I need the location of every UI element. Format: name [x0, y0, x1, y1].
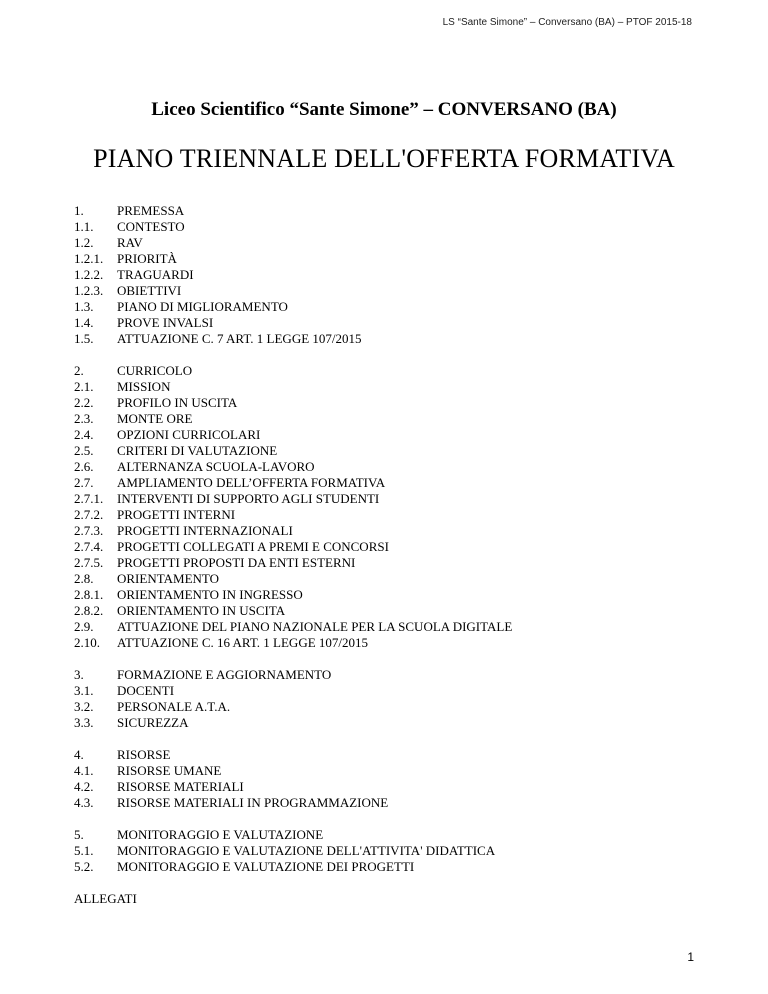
- toc-entry: [74, 699, 694, 715]
- toc-entry-label: MONITORAGGIO E VALUTAZIONE DELL'ATTIVITA' DIDATTICA: [117, 843, 496, 858]
- toc-entry-number: 3.2.: [74, 699, 94, 714]
- toc-entry-label: PROFILO IN USCITA: [117, 395, 238, 410]
- toc-entry: [74, 715, 694, 731]
- toc-entry: [74, 555, 694, 571]
- toc-entry: [74, 779, 694, 795]
- toc-section: [74, 667, 694, 731]
- toc-section: [74, 747, 694, 811]
- toc-section: [74, 827, 694, 875]
- toc-entry-number: 2.1.: [74, 379, 94, 394]
- toc-entry-label: PREMESSA: [117, 203, 185, 218]
- toc-entry-number: 1.1.: [74, 219, 94, 234]
- toc-entry-label: DOCENTI: [117, 683, 175, 698]
- toc-entry-label: ATTUAZIONE C. 7 ART. 1 LEGGE 107/2015: [117, 331, 362, 346]
- toc-entry-number: 2.8.2.: [74, 603, 104, 618]
- toc-entry-number: 2.7.1.: [74, 491, 104, 506]
- toc-entry: [74, 539, 694, 555]
- toc-entry: [74, 443, 694, 459]
- toc-entry-label: PERSONALE A.T.A.: [117, 699, 231, 714]
- toc-entry-label: ATTUAZIONE DEL PIANO NAZIONALE PER LA SCUOLA DIGITALE: [117, 619, 513, 634]
- toc-entry-number: 5.1.: [74, 843, 94, 858]
- toc-entry-label: AMPLIAMENTO DELL’OFFERTA FORMATIVA: [117, 475, 386, 490]
- toc-entry: [74, 267, 694, 283]
- toc-entry-label: OBIETTIVI: [117, 283, 182, 298]
- toc-entry-number: 1.5.: [74, 331, 94, 346]
- toc-entry: [74, 203, 694, 219]
- toc-entry-label: MISSION: [117, 379, 171, 394]
- toc-entry-number: 4.: [74, 747, 84, 762]
- toc-entry-label: PROGETTI PROPOSTI DA ENTI ESTERNI: [117, 555, 356, 570]
- toc-entry-number: 3.: [74, 667, 84, 682]
- toc-entry: [74, 283, 694, 299]
- toc-entry-label: RAV: [117, 235, 143, 250]
- toc-entry: [74, 827, 694, 843]
- toc-entry-label: RISORSE MATERIALI: [117, 779, 244, 794]
- toc-entry: [74, 379, 694, 395]
- toc-entry-number: 2.6.: [74, 459, 94, 474]
- toc-entry-number: 2.7.5.: [74, 555, 104, 570]
- toc-entry: [74, 843, 694, 859]
- toc-entry-label: ORIENTAMENTO IN INGRESSO: [117, 587, 303, 602]
- toc-entry-number: 1.2.2.: [74, 267, 104, 282]
- toc-entry: [74, 763, 694, 779]
- toc-entry: [74, 315, 694, 331]
- toc-entry-label: OPZIONI CURRICOLARI: [117, 427, 261, 442]
- toc-entry-number: 2.7.4.: [74, 539, 104, 554]
- toc-entry-number: 2.7.2.: [74, 507, 104, 522]
- toc-entry: [74, 667, 694, 683]
- toc-entry-label: PIANO DI MIGLIORAMENTO: [117, 299, 288, 314]
- toc-entry-number: 2.5.: [74, 443, 94, 458]
- toc-entry-label: ALTERNANZA SCUOLA-LAVORO: [117, 459, 315, 474]
- toc-entry-number: 5.2.: [74, 859, 94, 874]
- toc-entry-label: PROVE INVALSI: [117, 315, 214, 330]
- toc-entry-label: ORIENTAMENTO IN USCITA: [117, 603, 286, 618]
- toc-entry: [74, 491, 694, 507]
- toc-sections: [74, 203, 694, 875]
- toc-entry: [74, 635, 694, 651]
- toc-entry: [74, 251, 694, 267]
- toc-section: [74, 203, 694, 347]
- toc-entry-number: 4.1.: [74, 763, 94, 778]
- toc-entry: [74, 395, 694, 411]
- toc-entry-label: RISORSE: [117, 747, 171, 762]
- toc-section: [74, 363, 694, 651]
- toc-entry-label: INTERVENTI DI SUPPORTO AGLI STUDENTI: [117, 491, 380, 506]
- toc-entry-label: CONTESTO: [117, 219, 185, 234]
- toc-entry-number: 2.3.: [74, 411, 94, 426]
- toc-entry-number: 2.9.: [74, 619, 94, 634]
- toc-entry: [74, 507, 694, 523]
- toc-entry-number: 3.3.: [74, 715, 94, 730]
- toc-entry-label: ATTUAZIONE C. 16 ART. 1 LEGGE 107/2015: [117, 635, 369, 650]
- school-title: Liceo Scientifico “Sante Simone” – CONVERSANO (BA): [151, 99, 617, 120]
- toc-entry: [74, 571, 694, 587]
- page-number: 1: [687, 950, 694, 964]
- toc-entry-label: TRAGUARDI: [117, 267, 194, 282]
- toc-entry: [74, 603, 694, 619]
- toc-entry-label: SICUREZZA: [117, 715, 189, 730]
- toc-entry-label: ORIENTAMENTO: [117, 571, 219, 586]
- toc-entry: [74, 427, 694, 443]
- toc-entry-number: 2.8.1.: [74, 587, 104, 602]
- document-title: PIANO TRIENNALE DELL'OFFERTA FORMATIVA: [93, 144, 675, 173]
- toc-entry-number: 1.4.: [74, 315, 94, 330]
- toc-entry: [74, 299, 694, 315]
- toc-allegati: ALLEGATI: [74, 891, 137, 906]
- toc-entry-label: RISORSE MATERIALI IN PROGRAMMAZIONE: [117, 795, 389, 810]
- toc-entry-number: 2.8.: [74, 571, 94, 586]
- toc-entry-label: PRIORITÀ: [117, 251, 177, 266]
- toc-entry: [74, 859, 694, 875]
- toc-entry-number: 1.2.1.: [74, 251, 104, 266]
- toc-entry: [74, 411, 694, 427]
- toc-entry-label: PROGETTI COLLEGATI A PREMI E CONCORSI: [117, 539, 389, 554]
- toc-entry-label: CURRICOLO: [117, 363, 193, 378]
- toc-entry: [74, 619, 694, 635]
- running-header: LS “Sante Simone” – Conversano (BA) – PTOF 2015-18: [442, 17, 692, 28]
- toc-entry-number: 1.3.: [74, 299, 94, 314]
- toc-entry-number: 2.: [74, 363, 84, 378]
- toc-entry: [74, 475, 694, 491]
- toc-entry-number: 1.2.: [74, 235, 94, 250]
- toc-entry: [74, 459, 694, 475]
- toc-entry-label: MONITORAGGIO E VALUTAZIONE: [117, 827, 324, 842]
- table-of-contents: [74, 203, 694, 907]
- toc-entry-label: MONITORAGGIO E VALUTAZIONE DEI PROGETTI: [117, 859, 415, 874]
- toc-entry-number: 2.10.: [74, 635, 100, 650]
- toc-entry-label: FORMAZIONE E AGGIORNAMENTO: [117, 667, 332, 682]
- toc-entry: [74, 235, 694, 251]
- toc-entry: [74, 587, 694, 603]
- toc-entry-label: RISORSE UMANE: [117, 763, 222, 778]
- toc-entry: [74, 331, 694, 347]
- toc-entry: [74, 363, 694, 379]
- toc-entry-number: 5.: [74, 827, 84, 842]
- toc-entry-label: PROGETTI INTERNI: [117, 507, 236, 522]
- toc-entry-number: 2.2.: [74, 395, 94, 410]
- toc-entry-number: 2.7.: [74, 475, 94, 490]
- toc-entry-label: PROGETTI INTERNAZIONALI: [117, 523, 293, 538]
- toc-entry: [74, 219, 694, 235]
- toc-entry-label: MONTE ORE: [117, 411, 193, 426]
- toc-entry-number: 4.3.: [74, 795, 94, 810]
- toc-entry: [74, 683, 694, 699]
- toc-entry-number: 3.1.: [74, 683, 94, 698]
- toc-entry-number: 1.: [74, 203, 84, 218]
- toc-entry-number: 2.7.3.: [74, 523, 104, 538]
- toc-entry-label: CRITERI DI VALUTAZIONE: [117, 443, 278, 458]
- toc-entry-number: 4.2.: [74, 779, 94, 794]
- toc-entry-number: 2.4.: [74, 427, 94, 442]
- toc-entry: [74, 795, 694, 811]
- toc-entry: [74, 523, 694, 539]
- toc-entry: [74, 747, 694, 763]
- toc-entry-number: 1.2.3.: [74, 283, 104, 298]
